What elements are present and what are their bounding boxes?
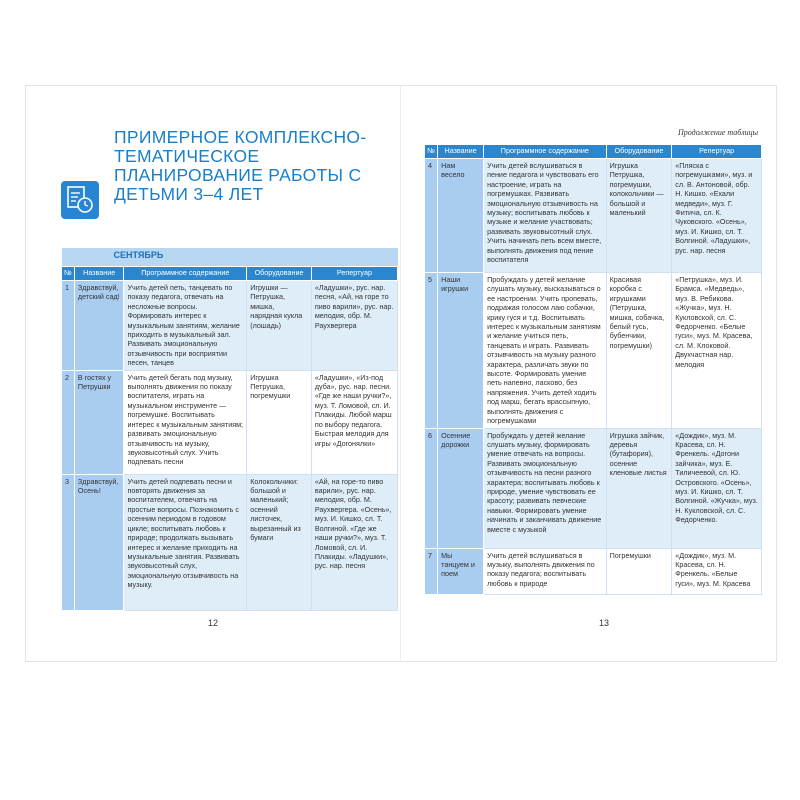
program-content: Пробуждать у детей желание слушать музыку, формировать умение отвечать на вопросы. Развивать эмоциональную отзывчивость на песни разного характера; воспитывать любовь к природе, умение чувствовать ее красоту; развивать певческие навыки. Формировать умение начинать и заканчивать движение вместе с музыкой (484, 428, 607, 548)
right-plan-table (424, 144, 762, 595)
column-header: Оборудование (606, 145, 672, 159)
program-content: Учить детей вслушиваться в музыку, выполнять движения по показу педагога; воспитывать любовь к природе (484, 548, 607, 594)
topic-name: Мы танцуем и поем (438, 548, 484, 594)
right-page (402, 86, 776, 661)
column-header: Название (438, 145, 484, 159)
topic-name: Здравствуй, детский сад! (74, 281, 124, 371)
topic-name: Здравствуй, Осень! (74, 474, 124, 610)
left-plan-table (61, 248, 398, 611)
row-number: 5 (425, 273, 438, 429)
left-page (26, 86, 401, 661)
column-header: Программное содержание (124, 267, 247, 281)
table-row (425, 548, 762, 594)
equipment: Колокольчики: большой и маленький; осенний листочек, вырезанный из бумаги (247, 474, 312, 610)
page-number: 12 (208, 618, 219, 628)
table-row (425, 273, 762, 429)
repertoire: «Дождик», муз. М. Красева, сл. Н. Френкель. «Белые гуси», муз. М. Красева (672, 548, 762, 594)
equipment: Игрушка зайчик, деревья (бутафория), осенние кленовые листья (606, 428, 672, 548)
program-content: Учить детей подпевать песни и повторять движения за воспитателем, отвечать на простые вопросы. Познакомить с осенним периодом в годовом цикле; воспитывать любовь к природе; продолжать вызывать интерес и желание приходить на музыкальные занятия. Развивать звуковысотный слух, эмоциональную отзывчивость на музыку. (124, 474, 247, 610)
column-header: № (62, 267, 75, 281)
table-header-row (62, 267, 398, 281)
row-number: 4 (425, 159, 438, 273)
column-header: Оборудование (247, 267, 312, 281)
table-row (62, 370, 398, 474)
repertoire: «Ладушки», рус. нар. песня, «Ай, на горе то пиво варили», рус. нар. мелодия, обр. М. Раухвергера (311, 281, 397, 371)
row-number: 3 (62, 474, 75, 610)
book-spread (25, 85, 777, 662)
topic-name: Нам весело (438, 159, 484, 273)
column-header: Репертуар (311, 267, 397, 281)
table-continued-label: Продолжение таблицы (677, 128, 758, 137)
column-header: Программное содержание (484, 145, 607, 159)
topic-name: Наши игрушки (438, 273, 484, 429)
table-row (425, 159, 762, 273)
row-number: 2 (62, 370, 75, 474)
equipment: Игрушка Петрушка, погремушки, колокольчики — большой и маленький (606, 159, 672, 273)
checklist-clock-icon (61, 181, 99, 219)
row-number: 6 (425, 428, 438, 548)
repertoire: «Петрушка», муз. И. Брамса. «Медведь», муз. В. Ребикова. «Жучка», муз. Н. Кукловской, сл. С. Федорченко. «Белые гуси», муз. М. Красева, сл. М. Клоковой. Двухчастная нар. мелодия (672, 273, 762, 429)
table-header-row (425, 145, 762, 159)
program-content: Учить детей петь, танцевать по показу педагога, отвечать на несложные вопросы. Формировать интерес к музыкальным занятиям, желание приходить в музыкальный зал. Развивать эмоциональную отзывчивость при восприятии песен, танцев (124, 281, 247, 371)
table-row (62, 474, 398, 610)
page-number: 13 (599, 618, 610, 628)
program-content: Учить детей вслушиваться в пение педагога и чувствовать его настроение, играть на погремушках. Развивать эмоциональную отзывчивость на музыку; воспитывать любовь к музыке и желание участвовать; развивать звуковысотный слух. Учить начинать петь всем вместе, выполнять движения под пение воспитателя (484, 159, 607, 273)
column-header: Репертуар (672, 145, 762, 159)
table-row (62, 281, 398, 371)
column-header: № (425, 145, 438, 159)
row-number: 7 (425, 548, 438, 594)
repertoire: «Пляска с погремушками», муз. и сл. В. Антоновой, обр. Н. Кишко. «Ехали медведи», муз. Г. Фитича, сл. К. Чуковского. «Осень», муз. И. Кишко, сл. Т. Волгиной. «Ладушки», рус. нар. песня (672, 159, 762, 273)
equipment: Игрушки — Петрушка, мишка, нарядная кукла (лошадь) (247, 281, 312, 371)
page-title: ПРИМЕРНОЕ КОМПЛЕКСНО-ТЕМАТИЧЕСКОЕ ПЛАНИРОВАНИЕ РАБОТЫ С ДЕТЬМИ 3–4 ЛЕТ (114, 127, 367, 204)
topic-name: В гостях у Петрушки (74, 370, 124, 474)
equipment: Погремушки (606, 548, 672, 594)
equipment: Игрушка Петрушка, погремушки (247, 370, 312, 474)
repertoire: «Ай, на горе-то пиво варили», рус. нар. мелодия, обр. М. Раухвергера. «Осень», муз. И. Кишко, сл. Т. Волгиной. «Где же наши ручки?», муз. Т. Ломовой, сл. И. Плакиды. «Ладушки», рус. нар. песня (311, 474, 397, 610)
table-row (425, 428, 762, 548)
program-content: Учить детей бегать под музыку, выполнять движения по показу воспитателя, играть на музыкальном инструменте — погремушке. Воспитывать интерес к музыкальным занятиям; развивать эмоциональную отзывчивость на музыку, звуковысотный слух. Учить подпевать песни (124, 370, 247, 474)
repertoire: «Дождик», муз. М. Красева, сл. Н. Френкель. «Догони зайчика», муз. Е. Тиличеевой, сл. Ю. Островского. «Осень», муз. И. Кишко, сл. Т. Волгиной. «Жучка», муз. Н. Кукловской, сл. С. Федорченко. (672, 428, 762, 548)
equipment: Красивая коробка с игрушками (Петрушка, мишка, собачка, белый гусь, бубенчики, погремушки) (606, 273, 672, 429)
topic-name: Осенние дорожки (438, 428, 484, 548)
row-number: 1 (62, 281, 75, 371)
column-header: Название (74, 267, 124, 281)
program-content: Пробуждать у детей желание слушать музыку, высказываться о ее настроении. Учить пропевать, подражая голосом лаю собачки, крику гуся и т.д. Воспитывать интерес к музыкальным занятиям и желание учиться петь, танцевать и играть. Развивать отзывчивость на музыку разного характера, различать звуки по высоте. Формировать умение петь напевно, ласково, без напряжения. Учить детей ходить под марш, бегать врассыпную, выполнять движения с погремушками (484, 273, 607, 429)
repertoire: «Ладушки», «Из-под дуба», рус. нар. песни. «Где же наши ручки?», муз. Т. Ломовой, сл. И. Плакиды. Любой марш по выбору педагога. Быстрая мелодия для игры «Догонялки» (311, 370, 397, 474)
page-gutter (400, 85, 401, 662)
month-label: СЕНТЯБРЬ (62, 248, 398, 267)
